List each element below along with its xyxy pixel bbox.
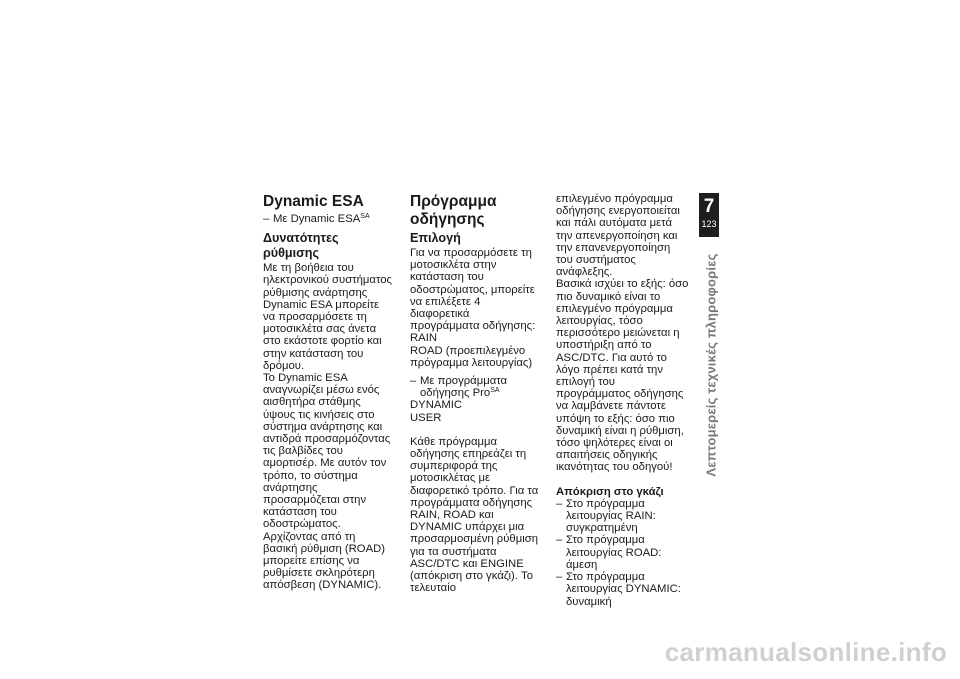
list-item: – Στο πρόγραμμα λειτουργίας DYNAMIC: δυναμική bbox=[556, 571, 690, 608]
sa-marker: SA bbox=[490, 387, 500, 395]
paragraph: Βασικά ισχύει το εξής: όσο πιο δυναμικό είναι το επιλεγμένο πρόγραμμα λειτουργίας, τόσο περισσότερο μειώνεται η υποστήριξη από το ASC/DTC. Για αυτό το λόγο πρέπει κατά την επιλογή του προγράμματος οδήγησης να λαμβάνετε πάντοτε υπόψη το εξής: όσο πιο δυναμική είναι η ρύθμιση, τόσο ψηλότερες είναι οι απαιτήσεις οδηγικής ικανότητας του οδηγού! bbox=[556, 278, 689, 474]
column-1 bbox=[263, 193, 393, 592]
chapter-number: 7 bbox=[703, 196, 715, 217]
list-item: – Στο πρόγραμμα λειτουργίας RAIN: συγκρατημένη bbox=[556, 498, 690, 535]
mode-item: ROAD (προεπιλεγμένο πρόγραμμα λειτουργίας) bbox=[410, 344, 533, 369]
paragraph: Με τη βοήθεια του ηλεκτρονικού συστήματος ρύθμισης ανάρτησης Dynamic ESA μπορείτε να προσαρμόσετε τη μοτοσικλέτα σας άνετα στο εκάστοτε φορτίο και στην κατάσταση του δρόμου. bbox=[263, 262, 392, 372]
section-title-riding-mode: Πρόγραμμα οδήγησης bbox=[410, 193, 497, 228]
subheading-throttle-response: Απόκριση στο γκάζι bbox=[556, 485, 664, 498]
paragraph: Αρχίζοντας από τη βασική ρύθμιση (ROAD) μπορείτε επίσης να ρυθμίσετε σκληρότερη απόσβεση (DYNAMIC). bbox=[263, 530, 386, 592]
optional-equipment-note: – Με Dynamic $ESA^{SA}$ bbox=[263, 213, 393, 225]
subheading-adjustment-options: Δυνατότητες ρύθμισης bbox=[263, 231, 339, 261]
paragraph: Για να προσαρμόσετε τη μοτοσικλέτα στην κατάσταση του οδοστρώματος, μπορείτε να επιλέξετε 4 διαφορετικά προγράμματα οδήγησης: bbox=[410, 247, 536, 333]
paragraph: επιλεγμένο πρόγραμμα οδήγησης ενεργοποιείται και πάλι αυτόματα μετά την απενεργοποίηση και την επανενεργοποίηση του συστήματος ανάφλεξης. bbox=[556, 193, 680, 279]
list-item: – Στο πρόγραμμα λειτουργίας ROAD: άμεση bbox=[556, 534, 690, 571]
mode-item: DYNAMIC bbox=[410, 399, 463, 412]
mode-item: USER bbox=[410, 411, 442, 424]
paragraph: Κάθε πρόγραμμα οδήγησης επηρεάζει τη συμπεριφορά της μοτοσικλέτας με διαφορετικό τρόπο. Για τα προγράμματα οδήγησης RAIN, ROAD και DYNAMIC υπάρχει μια προσαρμοσμένη ρύθμιση για τα συστήματα ASC/DTC και ENGINE (απόκριση στο γκάζι). Το τελευταίο bbox=[410, 435, 539, 595]
column-2 bbox=[410, 193, 540, 594]
sa-marker: SA bbox=[360, 213, 370, 220]
subheading-selection: Επιλογή bbox=[410, 231, 461, 245]
mode-item: RAIN bbox=[410, 332, 437, 345]
chapter-tab bbox=[699, 193, 719, 237]
watermark: carmanualsonline.info bbox=[664, 637, 947, 667]
paragraph: Το Dynamic ESA αναγνωρίζει μέσω ενός αισθητήρα στάθμης ύψους τις κινήσεις στο σύστημα ανάρτησης και αντιδρά προσαρμόζοντας τις βαλβίδες του αμορτισέρ. Με αυτόν τον τρόπο, το σύστημα ανάρτησης προσαρμόζεται στην κατάσταση του οδοστρώματος. bbox=[263, 372, 391, 531]
section-title-dynamic-esa: Dynamic ESA bbox=[263, 193, 364, 210]
page-number: 123 bbox=[701, 219, 717, 229]
chapter-side-title: Λεπτομερείς τεχνικές πληροφορίες bbox=[703, 253, 719, 477]
column-3 bbox=[556, 193, 690, 608]
optional-equipment-note: – Με προγράμματα οδήγησης Pro$^{SA}$ bbox=[410, 375, 540, 399]
